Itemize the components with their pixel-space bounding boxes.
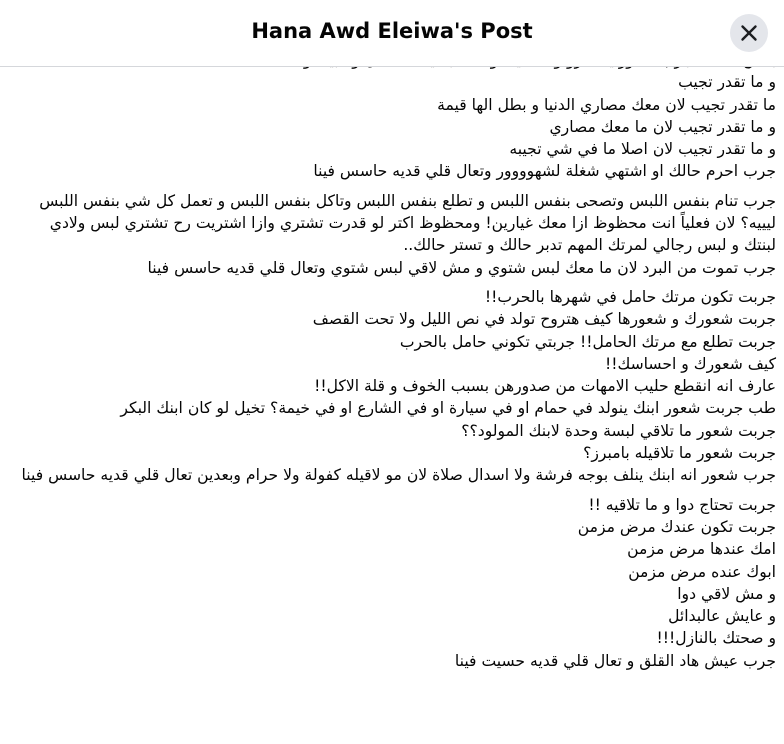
post-line: و ما تقدر تجيب لان اصلا ما في شي تجيبه	[509, 140, 776, 159]
post-line: جرب عيش هاد القلق و تعال قلي قديه حسيت فينا	[454, 651, 776, 670]
post-line: و ما تقدر تجيب لان ما معك مصاري	[549, 117, 776, 136]
post-line: جربت تكون مرتك حامل في شهرها بالحرب!!	[484, 287, 776, 306]
post-line: طب جربت شعور ابنك ينولد في حمام او في سيارة او في الشارع او في خيمة؟ تخيل لو كان ابنك البكر	[120, 399, 776, 418]
post-line: جربت شعورك و شعورها كيف هتروح تولد في نص الليل ولا تحت القصف	[312, 310, 776, 329]
post-line: جربت شعور ما تلاقي لبسة وحدة لابنك المولود؟؟	[461, 421, 776, 440]
post-line: امك عندها مرض مزمن	[627, 540, 776, 559]
post-line: جربت تطلع مع مرتك الحامل!! جربتي تكوني حامل بالحرب	[399, 332, 776, 351]
post-line: و عايش عالبدائل	[668, 607, 776, 626]
post-line: و صحتك بالنازل!!!	[656, 629, 776, 648]
dialog-title: Hana Awd Eleiwa's Post	[251, 19, 533, 43]
post-line: جربت تكون عندك مرض مزمن	[577, 517, 776, 536]
post-line: جرب تنام بنفس اللبس وتصحى بنفس اللبس و تطلع بنفس اللبس وتاكل بنفس اللبس و تعمل كل شي بنفس اللبس	[39, 191, 776, 210]
paragraph-3	[14, 286, 776, 487]
post-line: جربت تحتاج دوا و ما تلاقيه !!	[588, 495, 776, 514]
post-line: جرب احرم حالك او اشتهي شغلة لشهوووور وتعال قلي قديه حاسس فينا	[313, 162, 776, 181]
post-line: ليييه؟ لان فعلياً انت محظوظ ازا معك غيارين! ومحظوظ اكتر لو قدرت تشتري وازا اشتريت رح تشتري لبس ولادي لبنتك و لبس رجالي لمرتك المهم تدبر حالك و تستر حالك..	[49, 214, 776, 255]
post-line: و ما تقدر تجيب	[678, 73, 776, 92]
post-line: ابوك عنده مرض مزمن	[628, 562, 776, 581]
post-line: جرب تموت من البرد لان ما معك لبس شتوي و مش لاقي لبس شتوي وتعال قلي قديه حاسس فينا	[147, 258, 776, 277]
paragraph-2	[14, 190, 776, 279]
post-dialog-header	[0, 0, 784, 67]
close-button[interactable]	[730, 14, 768, 52]
close-icon	[740, 24, 758, 42]
post-line: و مش لاقي دوا	[677, 584, 776, 603]
post-text	[14, 49, 776, 679]
post-line: كيف شعورك و احساسك!!	[604, 354, 776, 373]
post-line: عارف انه انقطع حليب الامهات من صدورهن بسبب الخوف و قلة الاكل!!	[314, 377, 776, 396]
post-line: ما تقدر تجيب لان معك مصاري الدنيا و بطل الها قيمة	[437, 95, 776, 114]
post-line: جربت شعور ما تلاقيله بامبرز؟	[583, 444, 776, 463]
paragraph-4	[14, 494, 776, 672]
post-scroll-area[interactable]	[0, 67, 784, 744]
paragraph-1	[14, 49, 776, 183]
post-line: جرب شعور انه ابنك ينلف بوجه فرشة ولا اسدال صلاة لان مو لاقيله كفولة ولا حرام وبعدين تعال قلي قديه حاسس فينا	[21, 466, 776, 485]
